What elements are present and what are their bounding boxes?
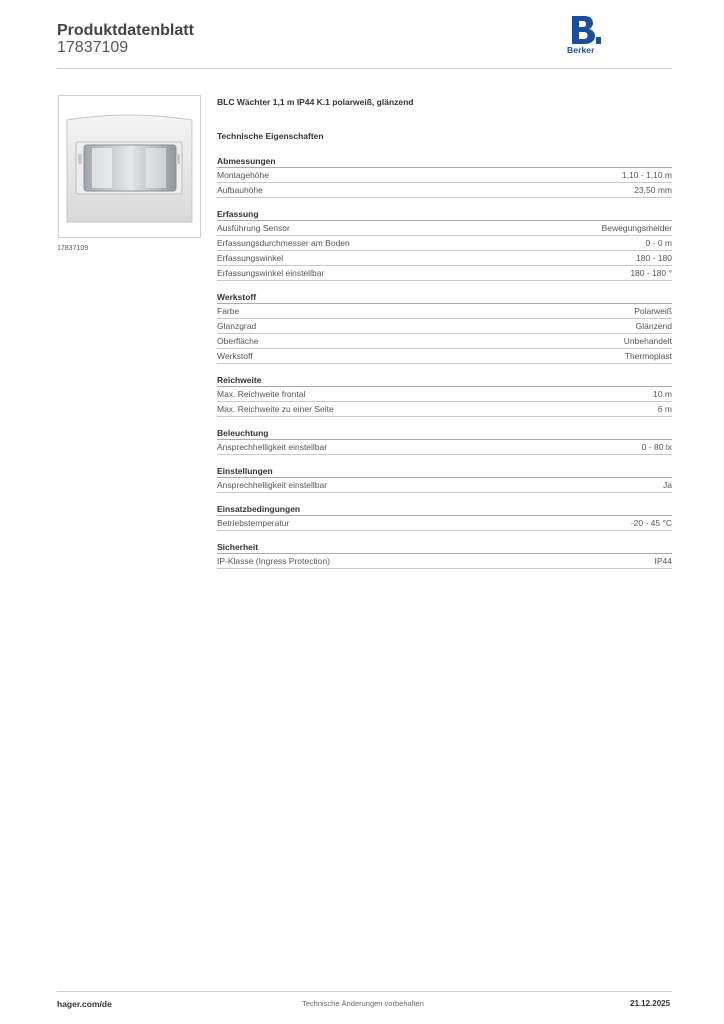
property-label: Erfassungswinkel einstellbar bbox=[217, 268, 325, 278]
property-row bbox=[217, 387, 672, 402]
property-value: 0 - 0 m bbox=[645, 238, 672, 248]
property-value: 6 m bbox=[657, 404, 672, 414]
section-heading: Einstellungen bbox=[217, 465, 672, 478]
property-row bbox=[217, 304, 672, 319]
product-title: BLC Wächter 1,1 m IP44 K.1 polarweiß, glänzend bbox=[217, 97, 414, 107]
section-heading: Sicherheit bbox=[217, 541, 672, 554]
footer-divider bbox=[57, 991, 672, 992]
property-row bbox=[217, 334, 672, 349]
section-heading: Erfassung bbox=[217, 208, 672, 221]
property-sections bbox=[217, 155, 672, 569]
property-section bbox=[217, 374, 672, 417]
property-value: 10 m bbox=[653, 389, 672, 399]
property-label: Betriebstemperatur bbox=[217, 518, 290, 528]
property-row bbox=[217, 349, 672, 364]
property-value: 180 - 180 ° bbox=[630, 268, 672, 278]
property-label: Oberfläche bbox=[217, 336, 259, 346]
property-section bbox=[217, 427, 672, 455]
property-row bbox=[217, 236, 672, 251]
property-label: Max. Reichweite frontal bbox=[217, 389, 306, 399]
header-divider bbox=[57, 68, 672, 69]
property-row bbox=[217, 266, 672, 281]
property-label: Erfassungsdurchmesser am Boden bbox=[217, 238, 350, 248]
product-image bbox=[58, 95, 201, 238]
property-row bbox=[217, 478, 672, 493]
property-label: Montagehöhe bbox=[217, 170, 269, 180]
section-heading: Einsatzbedingungen bbox=[217, 503, 672, 516]
property-row bbox=[217, 516, 672, 531]
motion-sensor-image bbox=[59, 96, 200, 237]
property-label: IP-Klasse (Ingress Protection) bbox=[217, 556, 330, 566]
property-row bbox=[217, 251, 672, 266]
property-section bbox=[217, 465, 672, 493]
property-label: Glanzgrad bbox=[217, 321, 257, 331]
section-heading: Abmessungen bbox=[217, 155, 672, 168]
property-row bbox=[217, 183, 672, 198]
property-label: Aufbauhöhe bbox=[217, 185, 263, 195]
property-value: 23,50 mm bbox=[634, 185, 672, 195]
property-label: Ansprechhelligkeit einstellbar bbox=[217, 480, 328, 490]
property-value: IP44 bbox=[654, 556, 672, 566]
footer-date: 21.12.2025 bbox=[630, 999, 671, 1008]
property-label: Erfassungswinkel bbox=[217, 253, 284, 263]
property-row bbox=[217, 440, 672, 455]
property-label: Ansprechhelligkeit einstellbar bbox=[217, 442, 328, 452]
property-value: Ja bbox=[663, 480, 672, 490]
image-caption: 17837109 bbox=[57, 245, 89, 252]
property-value: Bewegungsmelder bbox=[601, 223, 672, 233]
product-details bbox=[217, 95, 672, 569]
footer-note: Technische Änderungen vorbehalten bbox=[302, 999, 424, 1008]
property-label: Farbe bbox=[217, 306, 240, 316]
property-value: Thermoplast bbox=[624, 351, 672, 361]
tech-properties-heading: Technische Eigenschaften bbox=[217, 131, 324, 141]
property-row bbox=[217, 168, 672, 183]
berker-logo-icon bbox=[569, 16, 601, 44]
property-value: Unbehandelt bbox=[623, 336, 672, 346]
product-number: 17837109 bbox=[57, 39, 129, 56]
property-section bbox=[217, 208, 672, 281]
section-heading: Beleuchtung bbox=[217, 427, 672, 440]
property-row bbox=[217, 221, 672, 236]
berker-logo bbox=[567, 16, 603, 56]
property-label: Max. Reichweite zu einer Seite bbox=[217, 404, 334, 414]
section-heading: Reichweite bbox=[217, 374, 672, 387]
page-title: Produktdatenblatt bbox=[57, 22, 194, 39]
brand-name: Berker bbox=[567, 45, 595, 55]
property-row bbox=[217, 554, 672, 569]
property-value: 0 - 80 lx bbox=[641, 442, 672, 452]
property-label: Ausführung Sensor bbox=[217, 223, 290, 233]
property-row bbox=[217, 319, 672, 334]
property-value: 1,10 - 1,10 m bbox=[621, 170, 672, 180]
property-value: -20 - 45 °C bbox=[630, 518, 672, 528]
property-value: Polarweiß bbox=[634, 306, 672, 316]
property-section bbox=[217, 155, 672, 198]
property-section bbox=[217, 291, 672, 364]
property-section bbox=[217, 541, 672, 569]
property-label: Werkstoff bbox=[217, 351, 253, 361]
section-heading: Werkstoff bbox=[217, 291, 672, 304]
property-section bbox=[217, 503, 672, 531]
property-value: Glänzend bbox=[635, 321, 672, 331]
property-row bbox=[217, 402, 672, 417]
footer-website: hager.com/de bbox=[57, 999, 112, 1009]
property-value: 180 - 180 bbox=[636, 253, 672, 263]
